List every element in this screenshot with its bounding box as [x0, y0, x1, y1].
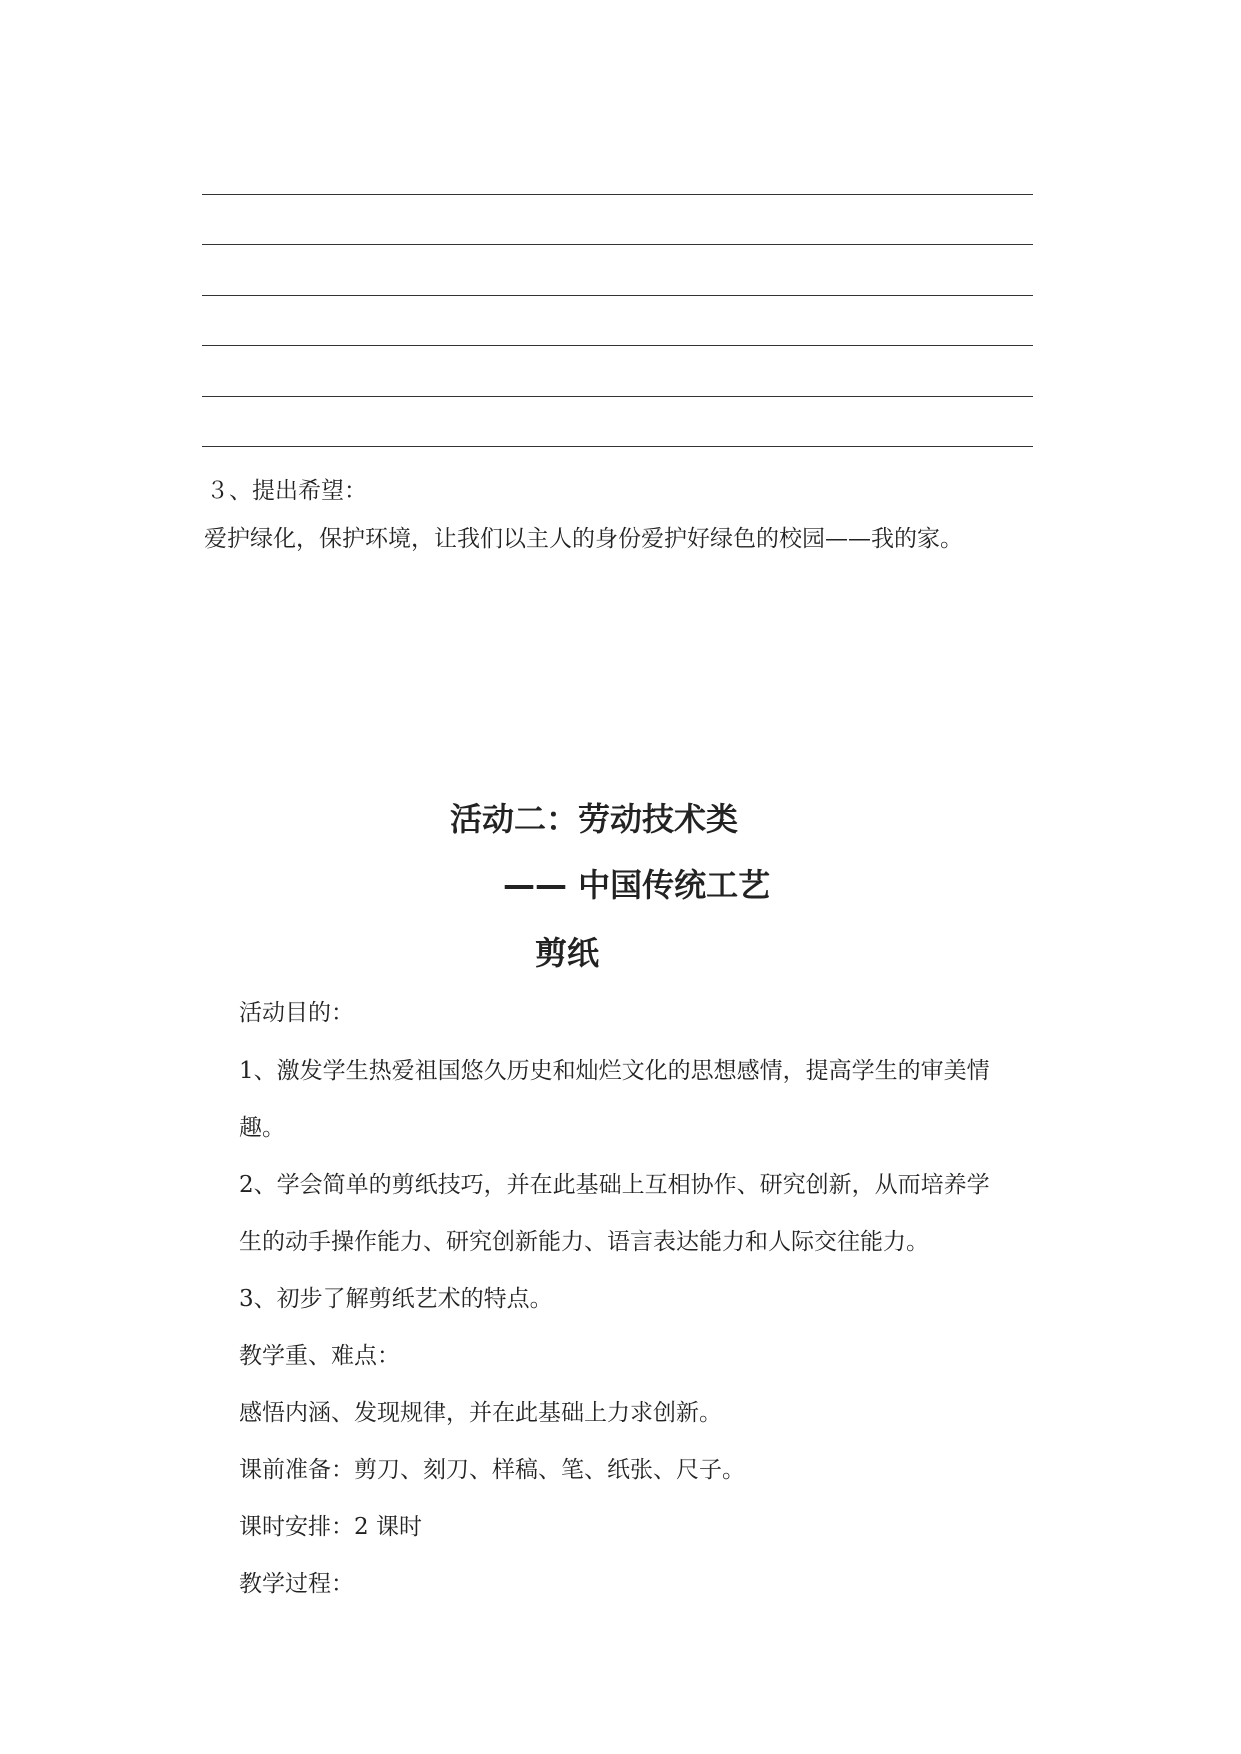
answer-line: [202, 396, 1033, 397]
key-points-text: 感悟内涵、发现规律，并在此基础上力求创新。: [239, 1400, 722, 1426]
answer-line: [202, 446, 1033, 447]
answer-line: [202, 295, 1033, 296]
purpose-item-2-line-2: 生的动手操作能力、研究创新能力、语言表达能力和人际交往能力。: [239, 1229, 929, 1255]
key-points-label: 教学重、难点：: [239, 1343, 400, 1369]
answer-line: [202, 345, 1033, 346]
purpose-item-1-line-2: 趣。: [239, 1115, 285, 1141]
section-3-heading: ３、提出希望：: [206, 478, 367, 504]
purpose-item-3: 3、初步了解剪纸艺术的特点。: [239, 1286, 553, 1312]
answer-line: [202, 194, 1033, 195]
purpose-label: 活动目的：: [239, 1000, 354, 1026]
activity-title: 活动二：劳动技术类: [450, 800, 739, 838]
answer-line: [202, 244, 1033, 245]
process-label: 教学过程：: [239, 1571, 354, 1597]
purpose-item-1-line-1: 1、激发学生热爱祖国悠久历史和灿烂文化的思想感情，提高学生的审美情: [239, 1058, 990, 1084]
activity-topic: 剪纸: [535, 934, 600, 972]
schedule: 课时安排：2 课时: [239, 1514, 422, 1540]
purpose-item-2-line-1: 2、学会简单的剪纸技巧，并在此基础上互相协作、研究创新，从而培养学: [239, 1172, 990, 1198]
section-3-text: 爱护绿化，保护环境，让我们以主人的身份爱护好绿色的校园——我的家。: [204, 526, 963, 552]
preparation: 课前准备：剪刀、刻刀、样稿、笔、纸张、尺子。: [239, 1457, 745, 1483]
activity-subtitle: —— 中国传统工艺: [503, 866, 771, 904]
